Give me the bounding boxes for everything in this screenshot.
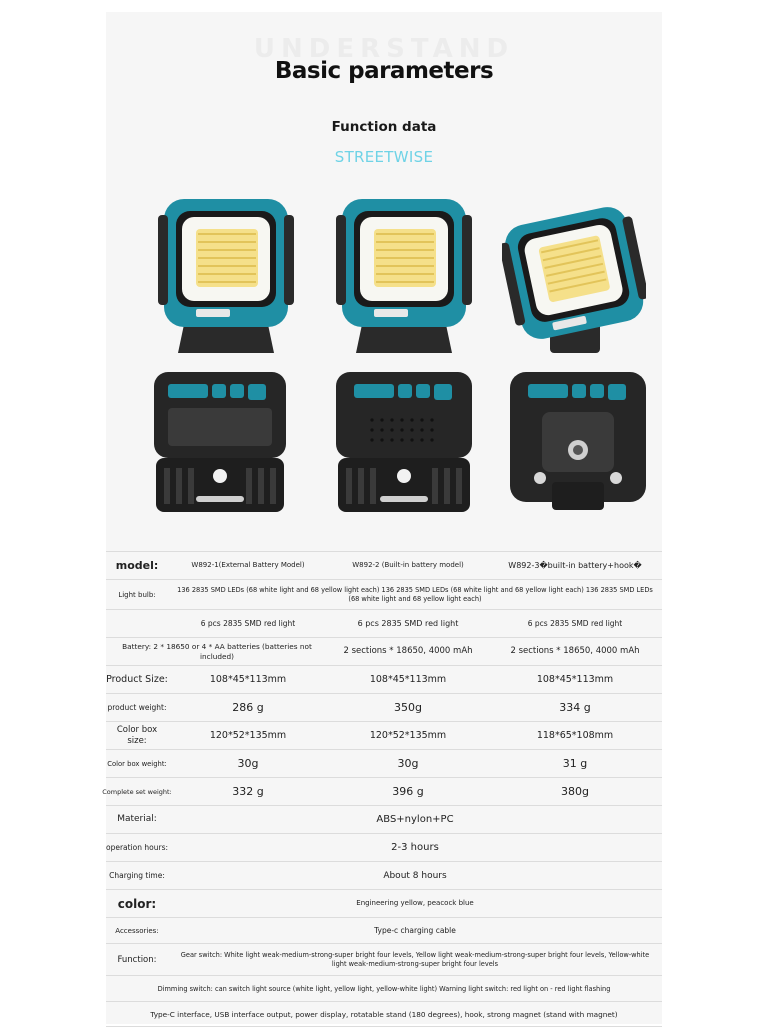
table-row xyxy=(102,777,662,805)
table-row xyxy=(106,551,662,579)
row-label-light-bulb: Light bulb: xyxy=(118,590,156,599)
page-subtitle: Function data xyxy=(331,119,437,135)
color-box-weight-cell-1: 30g xyxy=(237,756,259,770)
color-cell: Engineering yellow, peacock blue xyxy=(356,899,474,908)
product-size-cell-1: 108*45*113mm xyxy=(209,673,287,685)
row-label-color-box-size: Color box size: xyxy=(116,725,158,746)
background-watermark-text: UNDERSTAND xyxy=(253,34,515,64)
product-size-cell-2: 108*45*113mm xyxy=(369,673,447,685)
row-label-color-box-weight: Color box weight: xyxy=(107,759,167,768)
table-row xyxy=(106,721,662,749)
model-cell-3: W892-3�built-in battery+hook� xyxy=(508,560,642,570)
complete-set-weight-cell-2: 396 g xyxy=(392,784,424,798)
row-label-charging-time: Charging time: xyxy=(109,871,165,881)
row-label-color: color: xyxy=(117,896,157,911)
model-cell-2: W892-2 (Built-in battery model) xyxy=(352,561,464,570)
red-light-cell-1: 6 pcs 2835 SMD red light xyxy=(200,618,296,628)
battery-cell-1: Battery: 2 * 18650 or 4 * AA batteries (batteries not included) xyxy=(122,642,312,661)
material-cell: ABS+nylon+PC xyxy=(376,814,454,826)
row-label-complete-set-weight: Complete set weight: xyxy=(102,787,172,796)
color-box-weight-cell-3: 31 g xyxy=(562,756,588,770)
function-dimming-cell: Dimming switch: can switch light source (white light, yellow light, yellow-white light) Warning light switch: red light on - red light flashing xyxy=(157,984,611,993)
red-light-cell-3: 6 pcs 2835 SMD red light xyxy=(527,618,623,628)
table-row xyxy=(106,975,662,1001)
row-label-operation-hours: operation hours: xyxy=(106,843,169,853)
light-bulb-cell: 136 2835 SMD LEDs (68 white light and 68 yellow light each) 136 2835 SMD LEDs (68 white light and 68 yellow light each) 136 2835 SMD LEDs (68 white light and 68 yellow light each) xyxy=(177,586,653,603)
product-parameter-page xyxy=(102,12,662,1024)
product-weight-cell-3: 334 g xyxy=(559,700,591,714)
table-row xyxy=(106,693,662,721)
model-cell-1: W892-1(External Battery Model) xyxy=(191,561,305,570)
product-weight-cell-2: 350g xyxy=(394,700,422,714)
function-features-cell: Type-C interface, USB interface output, power display, rotatable stand (180 degrees), hook, strong magnet (stand with magnet) xyxy=(150,1010,618,1020)
product-image-w892-2-front xyxy=(334,195,474,355)
row-label-model: model: xyxy=(115,559,159,573)
color-box-weight-cell-2: 30g xyxy=(397,756,419,770)
table-row xyxy=(106,1001,662,1027)
table-row xyxy=(106,861,662,889)
row-label-material: Material: xyxy=(117,814,157,825)
function-gear-cell: Gear switch: White light weak-medium-strong-super bright four levels, Yellow light weak-medium-strong-super bright four levels, Yellow-white light weak-medium-strong-super bright four levels xyxy=(180,951,650,968)
brand-name: STREETWISE xyxy=(334,148,434,166)
product-image-w892-3-back xyxy=(506,364,650,514)
product-weight-cell-1: 286 g xyxy=(232,700,264,714)
table-row xyxy=(106,579,662,609)
charging-time-cell: About 8 hours xyxy=(383,870,447,881)
red-light-cell-2: 6 pcs 2835 SMD red light xyxy=(357,618,459,628)
row-label-product-weight: product weight: xyxy=(107,703,167,713)
product-image-w892-1-front xyxy=(156,195,296,355)
product-size-cell-3: 108*45*113mm xyxy=(536,673,614,685)
accessories-cell: Type-c charging cable xyxy=(374,925,456,935)
row-label-product-size: Product Size: xyxy=(106,674,168,686)
product-image-w892-2-back xyxy=(332,364,476,514)
row-label-accessories: Accessories: xyxy=(115,926,159,935)
complete-set-weight-cell-3: 380g xyxy=(561,784,589,798)
table-row xyxy=(106,917,662,943)
color-box-size-cell-1: 120*52*135mm xyxy=(209,729,287,741)
page-title: Basic parameters xyxy=(274,58,494,84)
table-row xyxy=(106,805,662,833)
row-label-function: Function: xyxy=(117,954,157,965)
table-row xyxy=(106,889,662,917)
table-row xyxy=(106,665,662,693)
product-image-w892-3-front xyxy=(502,207,646,357)
table-row xyxy=(106,943,662,975)
table-row xyxy=(106,833,662,861)
color-box-size-cell-3: 118*65*108mm xyxy=(536,729,614,741)
row-label-red-light xyxy=(106,610,168,638)
complete-set-weight-cell-1: 332 g xyxy=(232,784,264,798)
operation-hours-cell: 2-3 hours xyxy=(391,842,439,854)
color-box-size-cell-2: 120*52*135mm xyxy=(369,729,447,741)
table-row xyxy=(106,749,662,777)
battery-cell-3: 2 sections * 18650, 4000 mAh xyxy=(510,646,640,657)
table-row xyxy=(106,637,662,665)
battery-cell-2: 2 sections * 18650, 4000 mAh xyxy=(343,646,473,657)
table-row xyxy=(106,609,662,637)
product-image-w892-1-back xyxy=(150,364,290,514)
